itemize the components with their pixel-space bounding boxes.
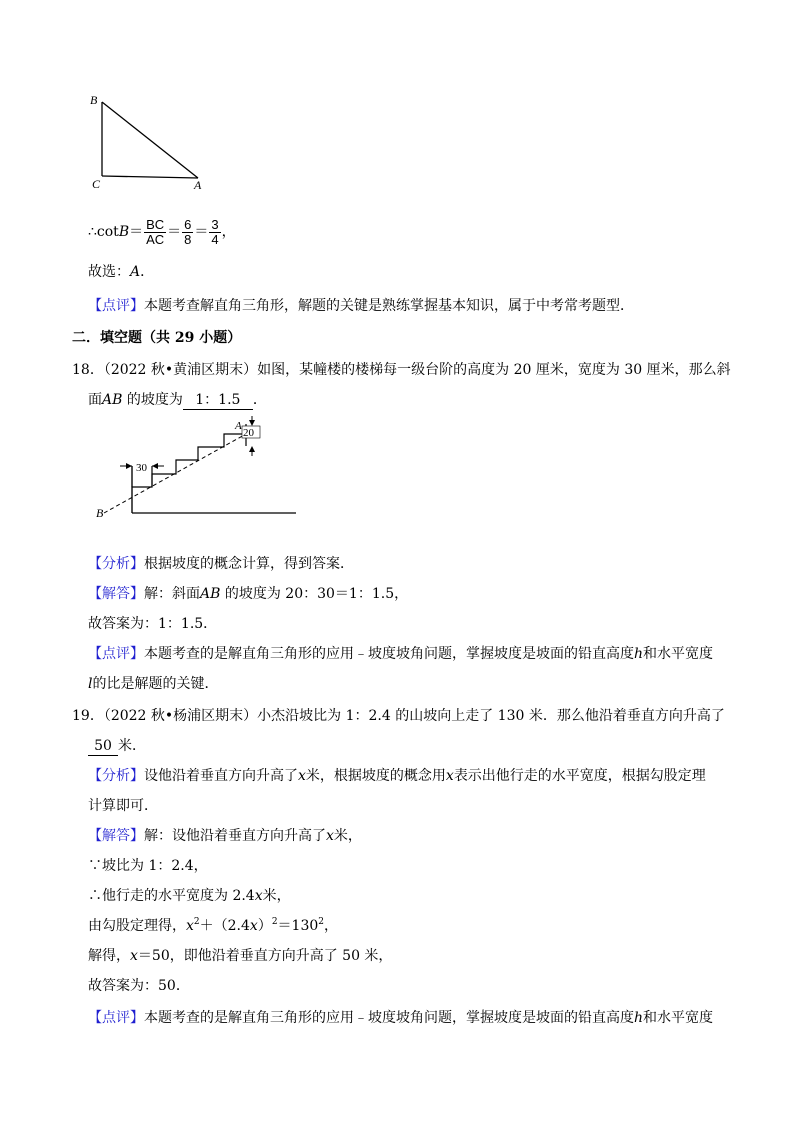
sol-x: x — [326, 828, 334, 844]
review-a: 本题考查的是解直角三角形的应用﹣坡度坡角问题，掌握坡度是坡面的铅直高度 — [144, 1010, 634, 1026]
step-width-label: 30 — [136, 462, 147, 474]
q18-answer-line: 故答案为：1：1.5． — [88, 616, 218, 632]
q19-analysis-line2: 计算即可． — [88, 798, 158, 814]
select-text: 故选： — [88, 264, 130, 280]
frac1-den: AC — [146, 231, 165, 247]
review-1 — [88, 296, 634, 316]
cot-var: B — [118, 224, 130, 240]
point-b-label: B — [96, 506, 104, 520]
sol-b: 的坡度为 20：30＝1：1.5， — [220, 586, 409, 602]
sup-b: 2 — [271, 917, 278, 927]
s2-a: ∴他行走的水平宽度为 2.4 — [88, 888, 255, 904]
q18-l2a: 面 — [88, 392, 102, 408]
q19-l2-end: 米． — [118, 738, 146, 754]
s4-a: 解得， — [88, 948, 130, 964]
select-end: ． — [140, 264, 155, 280]
sol-a: 解：设他沿着垂直方向升高了 — [144, 828, 326, 844]
label-c: C — [92, 177, 101, 191]
fraction-6-8 — [182, 218, 193, 247]
fraction-3-4 — [209, 218, 220, 247]
q19-step5: 故答案为：50． — [88, 978, 190, 994]
analysis-text: 根据坡度的概念计算，得到答案． — [144, 556, 354, 572]
q18-solution — [88, 584, 408, 604]
s3-e: ， — [324, 918, 339, 934]
s2-b: 米， — [262, 888, 291, 904]
s3-c: ） — [257, 918, 272, 934]
q18-answer: 1：1.5 — [183, 391, 253, 410]
label-a: A — [194, 178, 202, 192]
sup-a: 2 — [193, 917, 200, 927]
s3-a: 由勾股定理得， — [88, 918, 186, 934]
frac2-den: 8 — [184, 231, 192, 247]
sol-b: 米， — [333, 828, 362, 844]
q19-answer: 50 — [88, 737, 118, 756]
s3-b: ＋（2.4 — [199, 918, 250, 934]
review-tag: 【点评】 — [88, 1010, 144, 1026]
q18-analysis — [88, 554, 354, 574]
sol-a: 解：斜面 — [144, 586, 200, 602]
q19-line1: 19．（2022 秋•杨浦区期末）小杰沿坡比为 1：2.4 的山坡向上走了 130 米．那么他沿着垂直方向升高了 — [72, 708, 725, 724]
review-h: h — [634, 1010, 644, 1026]
step-height-label: 20 — [243, 427, 254, 439]
solution-tag: 【解答】 — [88, 828, 144, 844]
review-c: 的比是解题的关键． — [92, 676, 219, 692]
select-ans: A — [130, 264, 141, 280]
review-tag: 【点评】 — [88, 646, 144, 662]
an-a: 设他沿着垂直方向升高了 — [144, 768, 298, 784]
frac1-num: BC — [146, 216, 165, 232]
analysis-tag: 【分析】 — [88, 556, 144, 572]
s2-x: x — [254, 888, 263, 904]
q19-analysis — [88, 766, 706, 786]
cot-prefix: ∴cot — [88, 224, 119, 240]
review-a: 本题考查的是解直角三角形的应用﹣坡度坡角问题，掌握坡度是坡面的铅直高度 — [144, 646, 634, 662]
s3-x: x — [186, 918, 194, 934]
review-h: h — [634, 646, 644, 662]
solution-tag: 【解答】 — [88, 586, 144, 602]
q18-var-ab: AB — [102, 392, 123, 408]
eq1: ＝ — [129, 224, 144, 240]
q19-solution — [88, 826, 362, 846]
q18-review-line2 — [88, 674, 218, 694]
q19-line2 — [88, 736, 146, 756]
q19-step3 — [88, 916, 338, 936]
an-x: x — [298, 768, 306, 784]
s3-x2: x — [249, 918, 258, 934]
cot-formula — [88, 212, 236, 252]
frac3-den: 4 — [211, 231, 219, 247]
frac3-num: 3 — [211, 216, 219, 232]
frac2-num: 6 — [184, 216, 192, 232]
q19-step2 — [88, 886, 291, 906]
q18-l2b: 的坡度为 — [122, 392, 183, 408]
review-text: 本题考查解直角三角形，解题的关键是熟练掌握基本知识，属于中考常考题型． — [144, 298, 634, 314]
fraction-bc-ac — [144, 218, 166, 247]
sol-var: AB — [200, 586, 221, 602]
an-b: 米，根据坡度的概念用 — [305, 768, 446, 784]
eq3: ＝ — [194, 224, 209, 240]
point-a-label: A — [235, 420, 242, 432]
eq2: ＝ — [167, 224, 182, 240]
q18-l2-end: ． — [252, 392, 267, 408]
s3-d: ＝130 — [277, 918, 319, 934]
an-x2: x — [445, 768, 454, 784]
q19-step1: ∵坡比为 1：2.4， — [88, 858, 208, 874]
label-b: B — [90, 93, 98, 107]
analysis-tag: 【分析】 — [88, 768, 144, 784]
select-answer — [88, 262, 154, 282]
q18-line2 — [88, 390, 267, 410]
s4-x: x — [130, 948, 138, 964]
q18-line1: 18．（2022 秋•黄浦区期末）如图，某幢楼的楼梯每一级台阶的高度为 20 厘米，宽度为 30 厘米，那么斜 — [72, 362, 731, 378]
s4-b: ＝50，即他沿着垂直方向升高了 50 米， — [137, 948, 393, 964]
review-tag: 【点评】 — [88, 298, 144, 314]
cot-suffix: ， — [221, 224, 236, 240]
q18-review-line1 — [88, 644, 713, 664]
review-b: 和水平宽度 — [643, 646, 714, 662]
staircase-figure — [96, 416, 306, 524]
sup-c: 2 — [318, 917, 325, 927]
review-b: 和水平宽度 — [643, 1010, 714, 1026]
review-l: l — [88, 676, 93, 692]
q19-review-line1 — [88, 1008, 713, 1028]
an-c: 表示出他行走的水平宽度，根据勾股定理 — [453, 768, 706, 784]
triangle-figure — [86, 88, 216, 198]
q19-step4 — [88, 946, 392, 966]
section-heading: 二．填空题（共 29 小题） — [72, 330, 242, 346]
